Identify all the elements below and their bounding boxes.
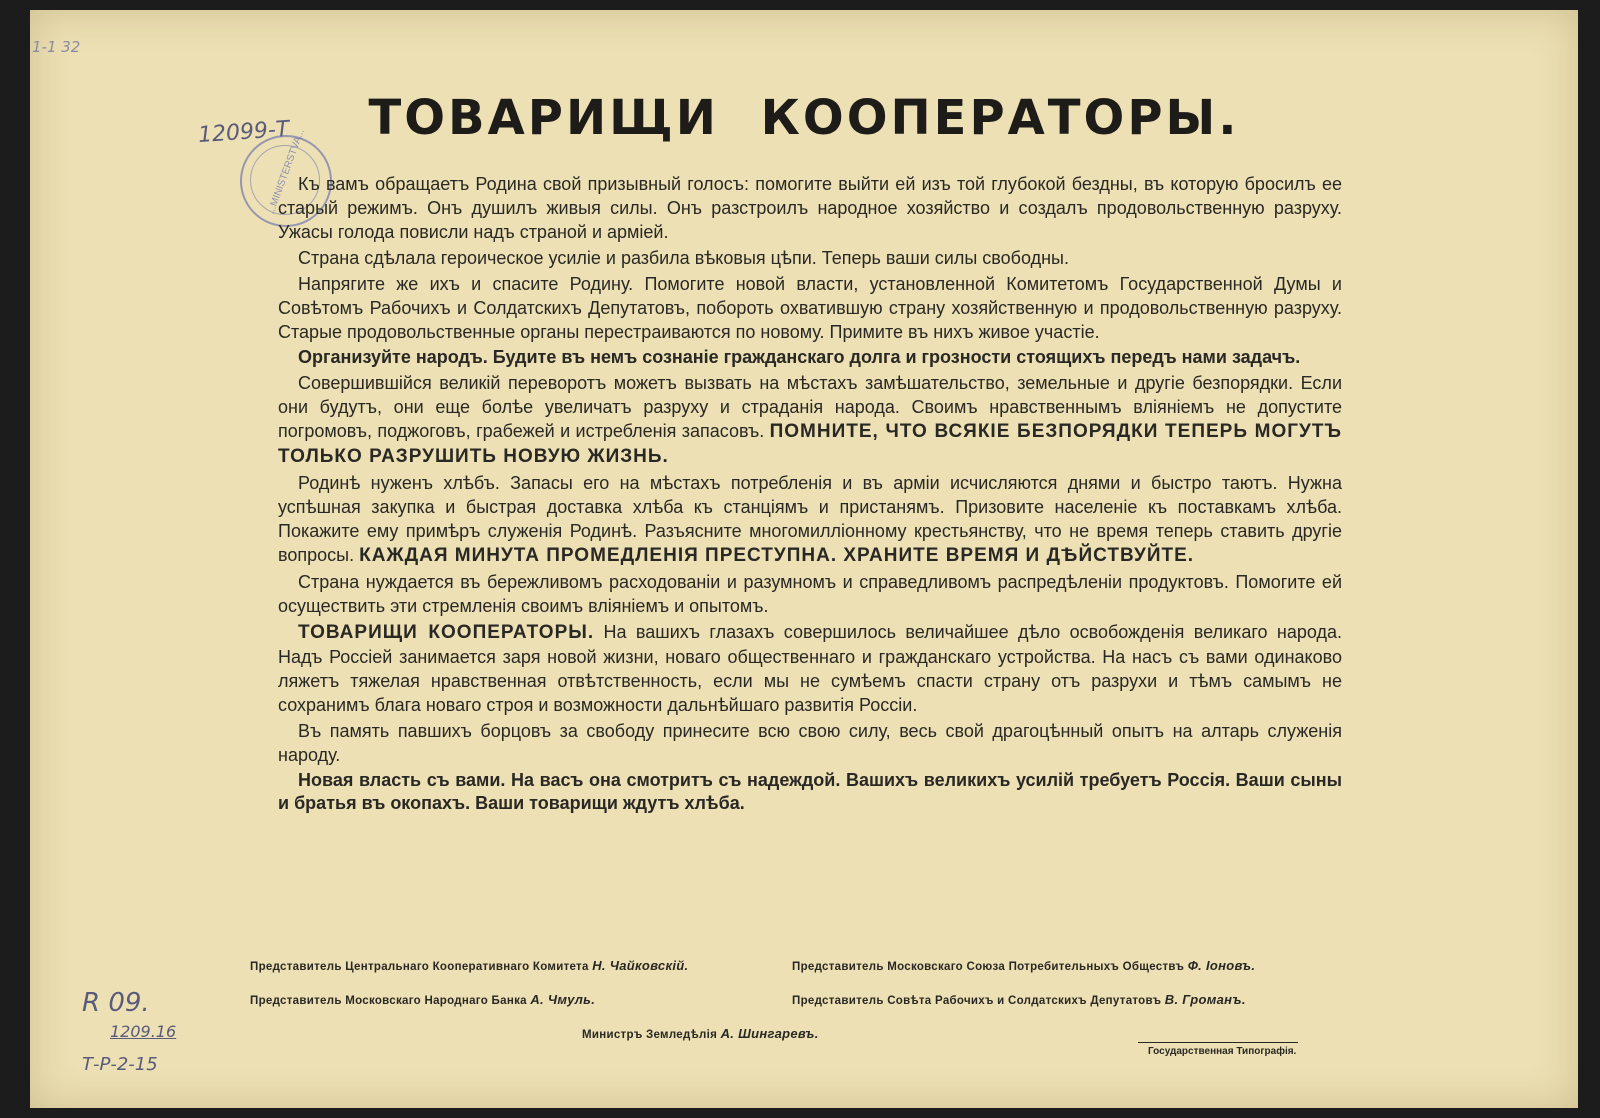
paragraph-6 [278,471,1342,568]
inventory-number: 12099-Т [197,116,291,149]
paragraph-5 [278,371,1342,469]
paragraph-6-emphasis: КАЖДАЯ МИНУТА ПРОМЕДЛЕНІЯ ПРЕСТУПНА. ХРАНИТЕ ВРЕМЯ И ДѢЙСТВУЙТЕ. [359,545,1195,566]
shelf-mark-code: Т-Р-2-15 [82,1054,158,1075]
paragraph-8-emphasis: ТОВАРИЩИ КООПЕРАТОРЫ. [298,622,595,643]
paragraph-10: Новая власть съ вами. На васъ она смотритъ съ надеждой. Вашихъ великихъ усилій требуетъ Россія. Ваши сыны и братья въ окопахъ. Ваши товарищи ждутъ хлѣба. [278,770,1342,813]
shelf-mark-r: R 09. [82,988,150,1018]
signature-2-role: Представитель Московскаго Союза Потребительныхъ Обществъ [792,961,1185,973]
signature-4-name: В. Громанъ. [1164,992,1246,1007]
archive-stamp: ...MINISTERSTVA... [240,135,332,227]
paragraph-5-text: Совершившійся великій переворотъ можетъ вызвать на мѣстахъ замѣшательство, земельные и другіе безпорядки. Если они будутъ, они еще болѣе увеличатъ разруху и страданія народа. Своимъ нравственнымъ вліяніемъ не допустите погромовъ, поджоговъ, грабежей и истребленія запасовъ. [278,373,1342,441]
signature-5-name: А. Шингаревъ. [720,1026,819,1041]
paragraph-1: Къ вамъ обращаетъ Родина свой призывный голосъ: помогите выйти ей изъ той глубокой бездны, въ которую бросилъ ее старый режимъ. Онъ душилъ живыя силы. Онъ разстроилъ народное хозяйство и создалъ продовольственную разруху. Ужасы голода повисли надъ страной и арміей. [278,174,1342,242]
paragraph-3: Напрягите же ихъ и спасите Родину. Помогите новой власти, установленной Комитетомъ Государственной Думы и Совѣтомъ Рабочихъ и Солдатскихъ Депутатовъ, побороть охватившую страну хозяйственную и продовольственную разруху. Старые продовольственные органы перестраиваются по новому. Примите въ нихъ живое участіе. [278,274,1342,342]
poster-sheet [30,10,1578,1108]
signature-1-role: Представитель Центральнаго Кооперативнаго Комитета [250,961,589,973]
paragraph-7: Страна нуждается въ бережливомъ расходованіи и разумномъ и справедливомъ распредѣленіи продуктовъ. Помогите ей осуществить эти стремленія своимъ вліяніемъ и опытомъ. [278,572,1342,616]
proclamation-body [278,172,1342,815]
page-title: ТОВАРИЩИ КООПЕРАТОРЫ. [368,90,1240,146]
paragraph-6-text: Родинѣ нуженъ хлѣбъ. Запасы его на мѣстахъ потребленія и въ арміи исчисляются днями и быстро таютъ. Нужна успѣшная закупка и быстрая доставка хлѣба къ станціямъ и пристанямъ. Призовите населеніе къ поставкамъ хлѣба. Покажите ему примѣръ служенія Родинѣ. Разъясните многомилліонному крестьянству, что не время теперь ставить другіе вопросы. [278,473,1342,565]
signature-2 [792,958,1255,973]
signature-3-role: Представитель Московскаго Народнаго Банка [250,995,527,1007]
paragraph-5-emphasis: ПОМНИТЕ, ЧТО ВСЯКІЕ БЕЗПОРЯДКИ ТЕПЕРЬ МОГУТЪ ТОЛЬКО РАЗРУШИТЬ НОВУЮ ЖИЗНЬ. [278,421,1342,467]
printer-imprint: Государственная Типографія. [1148,1046,1297,1057]
signature-3 [250,992,595,1007]
signature-4 [792,992,1246,1007]
signature-1 [250,958,688,973]
printer-rule [1138,1042,1298,1043]
paragraph-9: Въ память павшихъ борцовъ за свободу принесите всю свою силу, весь свой драгоцѣнный опытъ на алтарь служенія народу. [278,721,1342,765]
paragraph-2: Страна сдѣлала героическое усиліе и разбила вѣковыя цѣпи. Теперь ваши силы свободны. [298,248,1069,268]
signature-2-name: Ф. Іоновъ. [1187,958,1256,973]
shelf-mark-number: 1209.16 [110,1022,177,1041]
signature-1-name: Н. Чайковскій. [592,958,689,973]
signature-4-role: Представитель Совѣта Рабочихъ и Солдатскихъ Депутатовъ [792,995,1162,1007]
signature-5-role: Министръ Земледѣлія [582,1029,718,1041]
paragraph-4: Организуйте народъ. Будите въ немъ сознаніе гражданскаго долга и грозности стоящихъ передъ нами задачъ. [298,347,1301,367]
paragraph-8 [278,620,1342,717]
signature-3-name: А. Чмуль. [530,992,596,1007]
signature-5 [582,1026,819,1041]
paragraph-8-text: На вашихъ глазахъ совершилось величайшее дѣло освобожденія великаго народа. Надъ Россіей занимается заря новой жизни, новаго общественнаго и гражданскаго устройства. На насъ съ вами одинаково ляжетъ тяжелая нравственная отвѣтственность, если мы не сумѣемъ спасти страну отъ разрухи и тѣмъ самымъ не сохранимъ блага новаго строя и возможности дальнѣйшаго развитія Россіи. [278,622,1342,715]
archive-mark-top-left: 1-1 32 [32,38,81,56]
